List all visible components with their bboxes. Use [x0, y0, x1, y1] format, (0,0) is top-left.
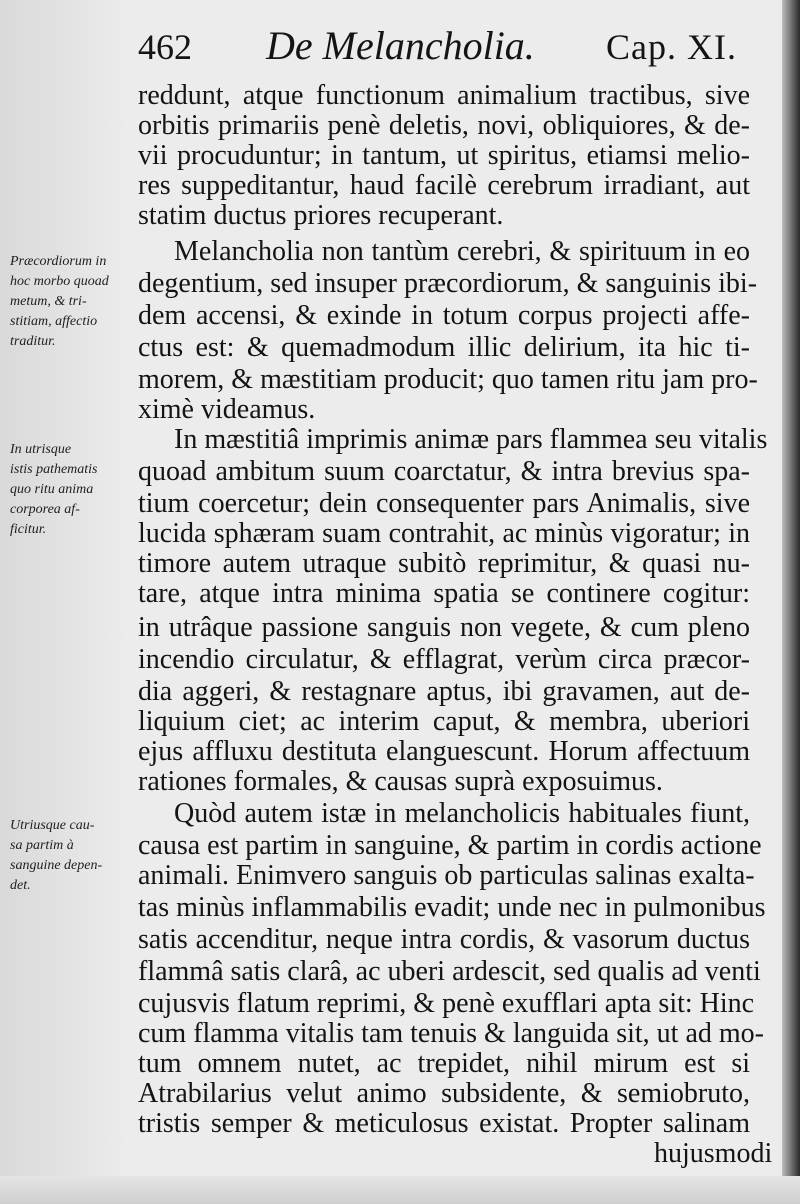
note-line: Utriusque cau- — [10, 818, 95, 833]
note-line: stitiam, affectio — [10, 314, 98, 329]
note-line: corporea af- — [10, 502, 80, 517]
text-line: tas minùs inflammabilis evadit; unde nec in pulmonibus — [138, 892, 766, 923]
marginal-note-2 — [10, 440, 138, 540]
text-line: satis accenditur, neque intra cordis, & vasorum ductus — [138, 924, 750, 955]
note-line: Præcordiorum in — [10, 254, 107, 269]
text-line: ejus affluxu destituta elanguescunt. Horum affectuum — [138, 736, 750, 767]
text-line: tium coercetur; dein consequenter pars Animalis, sive — [138, 488, 750, 519]
note-line: hoc morbo quoad — [10, 274, 109, 289]
text-line: res suppeditantur, haud facilè cerebrum irradiant, aut — [138, 170, 750, 201]
page-shading-left — [0, 0, 130, 1204]
text-line: statim ductus priores recuperant. — [138, 200, 504, 231]
page-bottom-edge — [0, 1176, 800, 1204]
text-line: morem, & mæstitiam producit; quo tamen ritu jam pro- — [138, 364, 758, 395]
note-line: sanguine depen- — [10, 858, 103, 873]
text-line: timore autem utraque subitò reprimitur, & quasi nu- — [138, 548, 750, 579]
text-line: incendio circulatur, & efflagrat, verùm circa præcor- — [138, 644, 750, 675]
text-line: liquium ciet; ac interim caput, & membra, uberiori — [138, 706, 750, 737]
note-line: sa partim à — [10, 838, 74, 853]
note-line: In utrisque — [10, 442, 72, 457]
text-line: vii procuduntur; in tantum, ut spiritus, etiamsi melio- — [138, 140, 750, 171]
text-line: dia aggeri, & restagnare aptus, ibi gravamen, aut de- — [138, 676, 750, 707]
note-line: ficitur. — [10, 522, 47, 537]
text-line: degentium, sed insuper præcordiorum, & sanguinis ibi- — [138, 268, 758, 299]
text-line: lucida sphæram suam contrahit, ac minùs vigoratur; in — [138, 518, 750, 549]
page-number: 462 — [138, 27, 192, 67]
note-line: metum, & tri- — [10, 294, 87, 309]
note-line: traditur. — [10, 334, 56, 349]
text-line: In mæstitiâ imprimis animæ pars flammea seu vitalis — [174, 424, 768, 455]
text-line: quoad ambitum suum coarctatur, & intra brevius spa- — [138, 456, 750, 487]
text-line: cujusvis flatum reprimi, & penè exufflari apta sit: Hinc — [138, 988, 755, 1019]
text-line: flammâ satis clarâ, ac uberi ardescit, sed qualis ad venti — [138, 956, 761, 987]
text-line: Melancholia non tantùm cerebri, & spirituum in eo — [174, 236, 750, 267]
catchword: hujusmodi — [654, 1138, 773, 1169]
text-line: tare, atque intra minima spatia se continere cogitur: — [138, 578, 750, 609]
text-line: ximè videamus. — [138, 394, 316, 425]
text-line: rationes formales, & causas suprà exposuimus. — [138, 766, 663, 797]
text-line: cum flamma vitalis tam tenuis & languida sit, ut ad mo- — [138, 1018, 764, 1049]
text-line: Quòd autem istæ in melancholicis habituales fiunt, — [174, 798, 750, 829]
running-header — [138, 14, 738, 78]
marginal-note-1 — [10, 252, 138, 352]
running-title: De Melancholia. — [266, 23, 535, 68]
text-line: animali. Enimvero sanguis ob particulas salinas exalta- — [138, 860, 755, 891]
page-gutter-shadow — [782, 0, 800, 1204]
text-line: ctus est: & quemadmodum illic delirium, ita hic ti- — [138, 332, 750, 363]
text-line: in utrâque passione sanguis non vegete, & cum pleno — [138, 612, 750, 643]
text-line: tum omnem nutet, ac trepidet, nihil mirum est si — [138, 1048, 750, 1079]
text-line: dem accensi, & exinde in totum corpus projecti affe- — [138, 300, 750, 331]
marginal-note-3 — [10, 816, 138, 896]
note-line: istis pathematis — [10, 462, 98, 477]
text-line: reddunt, atque functionum animalium tractibus, sive — [138, 80, 750, 111]
text-line: causa est partim in sanguine, & partim in cordis actione — [138, 830, 762, 861]
note-line: quo ritu anima — [10, 482, 94, 497]
chapter-label: Cap. XI. — [606, 27, 737, 67]
text-line: Atrabilarius velut animo subsidente, & semiobruto, — [138, 1078, 750, 1109]
note-line: det. — [10, 878, 31, 893]
text-line: orbitis primariis penè deletis, novi, obliquiores, & de- — [138, 110, 750, 141]
text-line: tristis semper & meticulosus existat. Propter salinam — [138, 1108, 750, 1139]
